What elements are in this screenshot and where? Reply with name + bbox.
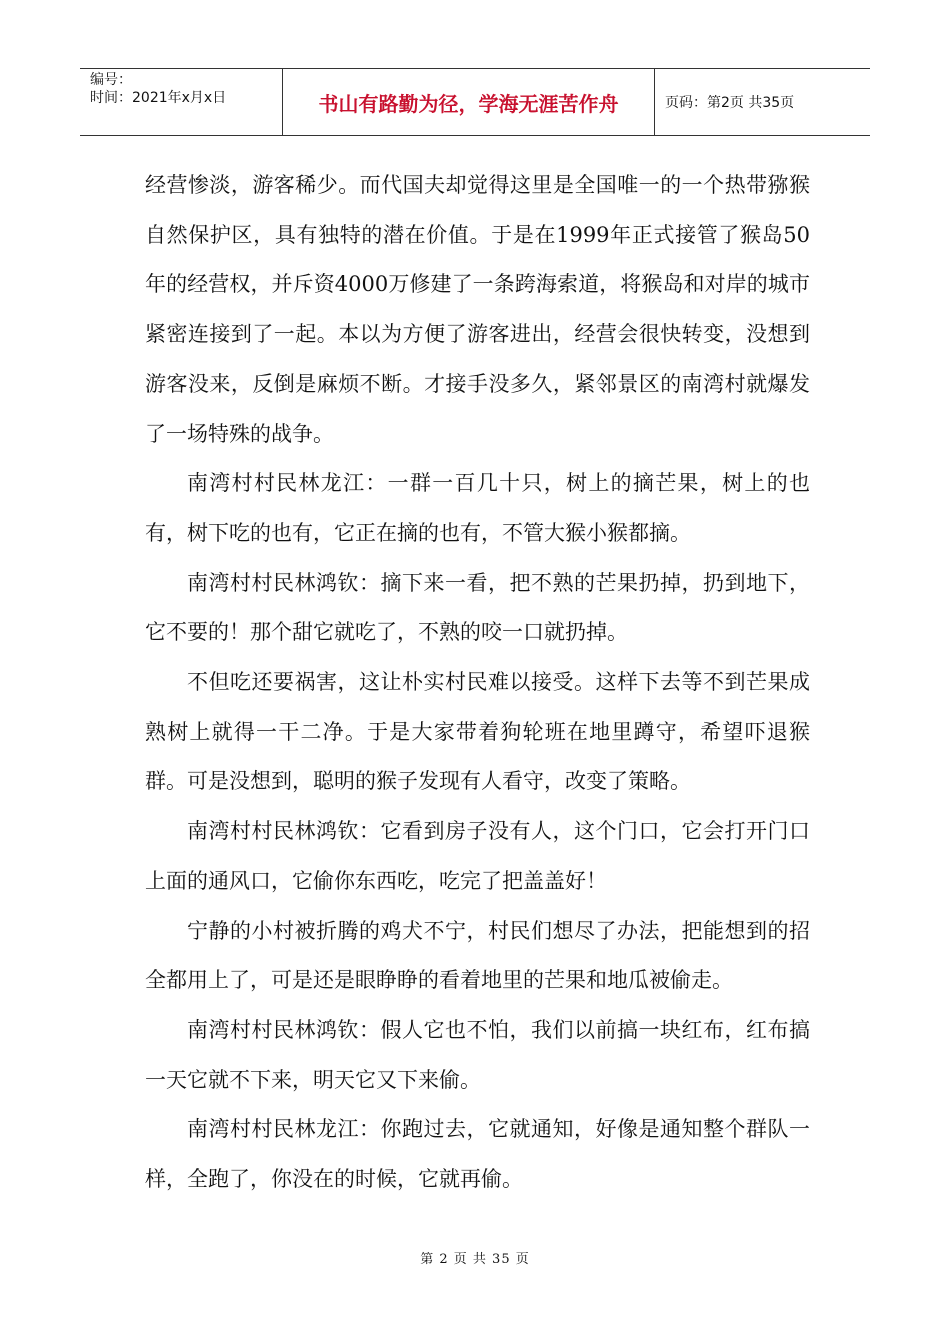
page-footer: 第 2 页 共 35 页: [420, 1252, 530, 1267]
document-body: [145, 161, 810, 1205]
serial-label: 编号：: [90, 72, 132, 88]
paragraph-7: 南湾村村民林鸿钦：假人它也不怕，我们以前搞一块红布，红布搞一天它就不下来，明天它又下来偷。: [145, 1017, 810, 1092]
paragraph-3: 南湾村村民林鸿钦：摘下来一看，把不熟的芒果扔掉，扔到地下，它不要的！那个甜它就吃了，不熟的咬一口就扔掉。: [145, 570, 810, 645]
paragraph-8: 南湾村村民林龙江：你跑过去，它就通知，好像是通知整个群队一样，全跑了，你没在的时候，它就再偷。: [145, 1117, 810, 1192]
paragraph-6: 宁静的小村被折腾的鸡犬不宁，村民们想尽了办法，把能想到的招全都用上了，可是还是眼睁睁的看着地里的芒果和地瓜被偷走。: [145, 918, 810, 993]
page-header: [80, 68, 870, 136]
paragraph-4: 不但吃还要祸害，这让朴实村民难以接受。这样下去等不到芒果成熟树上就得一干二净。于是大家带着狗轮班在地里蹲守，希望吓退猴群。可是没想到，聪明的猴子发现有人看守，改变了策略。: [145, 670, 810, 794]
header-motto: 书山有路勤为径，学海无涯苦作舟: [282, 69, 655, 135]
paragraph-1: 经营惨淡，游客稀少。而代国夫却觉得这里是全国唯一的一个热带猕猴自然保护区，具有独特的潜在价值。于是在1999年正式接管了猴岛50年的经营权，并斥资4000万修建了一条跨海索道，将猴岛和对岸的城市紧密连接到了一起。本以为方便了游客进出，经营会很快转变，没想到游客没来，反倒是麻烦不断。才接手没多久，紧邻景区的南湾村就爆发了一场特殊的战争。: [145, 173, 810, 446]
header-meta: [80, 69, 282, 135]
header-page-info: 页码：第2页 共35页: [665, 95, 795, 111]
paragraph-2: 南湾村村民林龙江：一群一百几十只，树上的摘芒果，树上的也有，树下吃的也有，它正在摘的也有，不管大猴小猴都摘。: [145, 471, 810, 545]
date-line: 时间：2021年x月x日: [90, 90, 227, 106]
paragraph-5: 南湾村村民林鸿钦：它看到房子没有人，这个门口，它会打开门口上面的通风口，它偷你东西吃，吃完了把盖盖好！: [145, 819, 810, 893]
